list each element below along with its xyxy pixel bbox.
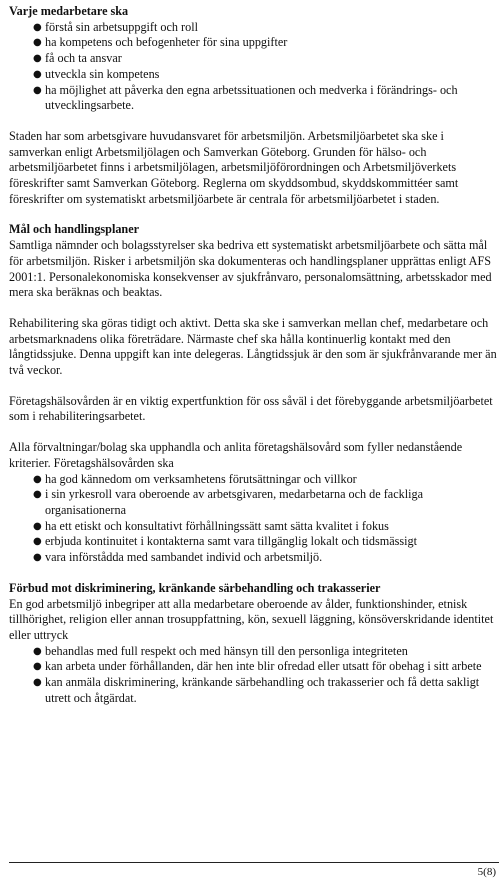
paragraph-diskr-intro: En god arbetsmiljö inbegriper att alla medarbetare oberoende av ålder, funktionshinder, etnisk tillhörighet, religion eller annan trosuppfattning, kön, sexuell läggning, könsöverskridande identitet eller uttryck	[9, 596, 494, 642]
list-item-text: förstå sin arbetsuppgift och roll	[45, 19, 198, 34]
list-item-text: erbjuda kontinuitet i kontakterna samt vara tillgänglig lokalt och tidsmässigt	[45, 534, 417, 549]
bullet-icon: ●	[33, 473, 42, 485]
list-item-text: kan anmäla diskriminering, kränkande särbehandling och trakasserier och få detta sakligt utrett och åtgärdat.	[45, 675, 480, 705]
bullet-icon: ●	[33, 21, 42, 33]
heading-varje-medarbetare: Varje medarbetare ska	[9, 4, 129, 18]
bullet-list-foretagshalsovard	[9, 472, 499, 566]
spacer	[9, 301, 499, 316]
list-item-text: i sin yrkesroll vara oberoende av arbetsgivaren, medarbetarna och de fackliga organisationerna	[45, 487, 423, 517]
page-number: 5(8)	[477, 866, 496, 878]
document-content	[9, 4, 499, 706]
list-item-text: vara införstådda med sambandet individ och arbetsmiljö.	[45, 550, 323, 565]
paragraph-staden: Staden har som arbetsgivare huvudansvaret för arbetsmiljön. Arbetsmiljöarbetet ska ske i samverkan enligt Arbetsmiljölagen och Samverkan Göteborg. Grunden för hälso- och arbetsmiljöarbetet finns i arbetsmiljölagen, arbetsmiljöförordningen och Arbetsmiljöverkets föreskrifter samt Samverkan Göteborg. Reglerna om skyddsombud, skyddskommittéer samt föreskrifter om systematiskt arbetsmiljöarbete är centrala för arbetsmiljöarbetet i staden.	[9, 128, 459, 206]
bullet-icon: ●	[33, 677, 42, 689]
bullet-list-medarbetare	[9, 20, 499, 114]
list-item-text: utveckla sin kompetens	[45, 66, 160, 81]
list-item	[9, 51, 499, 67]
bullet-icon: ●	[33, 645, 42, 657]
list-item	[9, 644, 499, 660]
paragraph-fhv-intro: Alla förvaltningar/bolag ska upphandla och anlita företagshälsovård som fyller nedanstående kriterier. Företagshälsovården ska	[9, 440, 463, 470]
bullet-icon: ●	[33, 552, 42, 564]
bullet-icon: ●	[33, 84, 42, 96]
paragraph-rehabilitering: Rehabilitering ska göras tidigt och aktivt. Detta ska ske i samverkan mellan chef, medarbetare och arbetsmarknadens olika företrädare. Närmaste chef ska hålla kontinuerlig kontakt med den långtidssjuke. Denna uppgift kan inte delegeras. Långtidssjuk är den som är sjukfrånvarande mer än två veckor.	[9, 315, 497, 378]
list-item	[9, 67, 499, 83]
bullet-icon: ●	[33, 37, 42, 49]
bullet-icon: ●	[33, 520, 42, 532]
paragraph-mal: Samtliga nämnder och bolagsstyrelser ska bedriva ett systematiskt arbetsmiljöarbete och sätta mål för arbetsmiljön. Risker i arbetsmiljön ska dokumenteras och handlingsplaner upprättas enligt AFS 2001:1. Personalekonomiska konsekvenser av sjukfrånvaro, personalomsättning, arbetsskador med mera ska beräknas och beaktas.	[9, 238, 492, 300]
list-item	[9, 35, 499, 51]
bullet-icon: ●	[33, 536, 42, 548]
list-item	[9, 519, 499, 535]
list-item	[9, 472, 499, 488]
list-item-text: ha ett etiskt och konsultativt förhållningssätt samt sätta kvalitet i fokus	[45, 518, 389, 533]
list-item	[9, 675, 499, 706]
spacer	[9, 425, 499, 440]
list-item	[9, 20, 499, 36]
paragraph-foretagshalsovard: Företagshälsovården är en viktig expertfunktion för oss såväl i det förebyggande arbetsmiljöarbetet som i rehabiliteringsarbetet.	[9, 393, 493, 424]
spacer	[9, 379, 499, 394]
spacer	[9, 207, 499, 222]
list-item	[9, 83, 499, 114]
list-item	[9, 659, 499, 675]
list-item	[9, 487, 499, 518]
bullet-icon: ●	[33, 68, 42, 80]
list-item-text: behandlas med full respekt och med hänsyn till den personliga integriteten	[45, 643, 408, 658]
list-item-text: ha möjlighet att påverka den egna arbetssituationen och medverka i förändrings- och utvecklingsarbete.	[45, 82, 458, 113]
bullet-icon: ●	[33, 489, 42, 501]
list-item	[9, 550, 499, 566]
list-item-text: kan arbeta under förhållanden, där hen inte blir ofredad eller utsatt för obehag i sitt arbete	[45, 659, 482, 674]
spacer	[9, 114, 499, 129]
spacer	[9, 566, 499, 581]
heading-forbud-diskriminering: Förbud mot diskriminering, kränkande särbehandling och trakasserier	[9, 580, 381, 595]
heading-mal-och-handlingsplaner: Mål och handlingsplaner	[9, 222, 140, 237]
bullet-list-diskriminering	[9, 644, 499, 707]
list-item-text: ha kompetens och befogenheter för sina uppgifter	[45, 35, 288, 50]
list-item-text: ha god kännedom om verksamhetens förutsättningar och villkor	[45, 471, 357, 486]
list-item-text: få och ta ansvar	[45, 51, 122, 66]
bullet-icon: ●	[33, 661, 42, 673]
bullet-icon: ●	[33, 53, 42, 65]
footer-divider	[9, 862, 499, 863]
list-item	[9, 534, 499, 550]
